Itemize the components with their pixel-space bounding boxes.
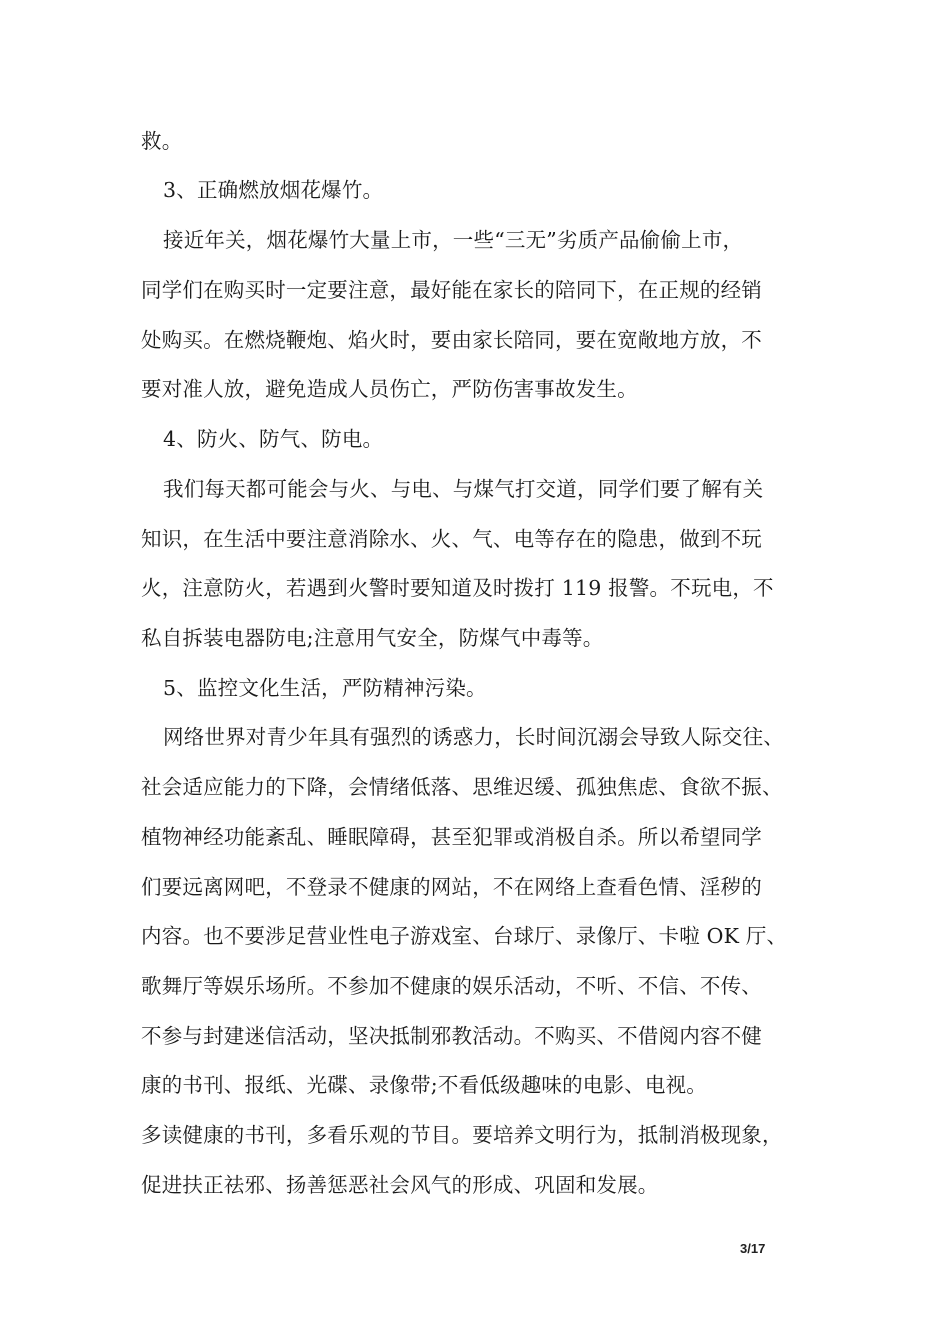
text-line: 网络世界对青少年具有强烈的诱惑力，长时间沉溺会导致人际交往、: [163, 725, 784, 749]
text-line: 我们每天都可能会与火、与电、与煤气打交道，同学们要了解有关: [163, 477, 764, 501]
text-line: 知识，在生活中要注意消除水、火、气、电等存在的隐患，做到不玩: [141, 527, 762, 551]
text-line: 社会适应能力的下降，会情绪低落、思维迟缓、孤独焦虑、食欲不振、: [141, 775, 783, 799]
text-line: 接近年关，烟花爆竹大量上市，一些“三无”劣质产品偷偷上市，: [163, 228, 744, 252]
text-line: 们要远离网吧，不登录不健康的网站，不在网络上查看色情、淫秽的: [141, 875, 762, 899]
text-line: 多读健康的书刊，多看乐观的节目。要培养文明行为，抵制消极现象，: [141, 1123, 783, 1147]
page-number: 3/17: [740, 1241, 766, 1256]
text-line: 处购买。在燃烧鞭炮、焰火时，要由家长陪同，要在宽敞地方放，不: [141, 328, 762, 352]
section-heading: 5、监控文化生活，严防精神污染。: [163, 676, 487, 700]
text-line: 火，注意防火，若遇到火警时要知道及时拨打 119 报警。不玩电，不: [141, 576, 774, 600]
text-line: 植物神经功能紊乱、睡眠障碍，甚至犯罪或消极自杀。所以希望同学: [141, 825, 762, 849]
text-line: 歌舞厅等娱乐场所。不参加不健康的娱乐活动，不听、不信、不传、: [141, 974, 762, 998]
text-line: 促进扶正祛邪、扬善惩恶社会风气的形成、巩固和发展。: [141, 1173, 659, 1197]
text-line: 私自拆装电器防电;注意用气安全，防煤气中毒等。: [141, 626, 604, 650]
text-line: 救。: [141, 129, 183, 153]
text-line: 康的书刊、报纸、光碟、录像带;不看低级趣味的电影、电视。: [141, 1073, 708, 1097]
text-line: 要对准人放，避免造成人员伤亡，严防伤害事故发生。: [141, 377, 638, 401]
text-line: 同学们在购买时一定要注意，最好能在家长的陪同下，在正规的经销: [141, 278, 762, 302]
section-heading: 4、防火、防气、防电。: [163, 427, 384, 451]
text-line: 不参与封建迷信活动，坚决抵制邪教活动。不购买、不借阅内容不健: [141, 1024, 762, 1048]
text-line: 内容。也不要涉足营业性电子游戏室、台球厅、录像厅、卡啦 OK 厅、: [141, 924, 788, 948]
section-heading: 3、正确燃放烟花爆竹。: [163, 178, 384, 202]
